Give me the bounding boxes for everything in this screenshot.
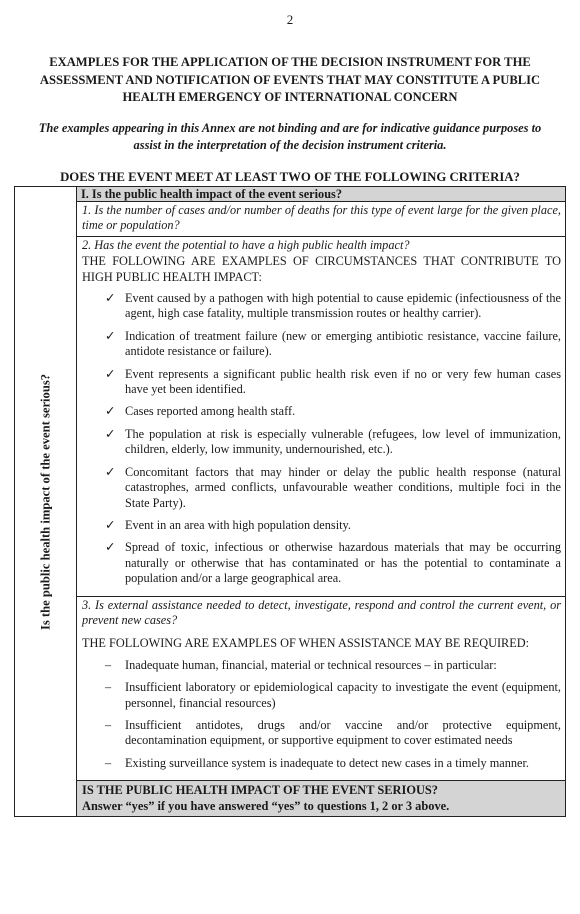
- list-item: [82, 427, 561, 458]
- list-item-text: Event represents a significant public health risk even if no or very few human cases have yet been identified.: [125, 366, 561, 397]
- list-item: [82, 658, 561, 673]
- list-item-text: Existing surveillance system is inadequate to detect new cases in a timely manner.: [125, 755, 529, 770]
- question-2: 2. Has the event the potential to have a high public health impact?: [82, 237, 410, 252]
- list-item: [82, 329, 561, 360]
- question-1-cell: [77, 202, 566, 237]
- question-3-cell: [77, 596, 566, 781]
- dash-bullet-icon: –: [105, 680, 112, 695]
- list-item: [82, 291, 561, 322]
- page-number: 2: [286, 12, 294, 27]
- list-item-text: Event in an area with high population density.: [125, 517, 351, 532]
- list-item: [82, 518, 561, 533]
- dash-bullet-icon: –: [105, 755, 112, 770]
- list-item: [82, 540, 561, 586]
- side-column: [15, 187, 77, 817]
- list-item-text: Inadequate human, financial, material or technical resources – in particular:: [125, 657, 497, 672]
- list-item-text: The population at risk is especially vulnerable (refugees, low level of immunization, children, elderly, low immunity, undernourished, etc.).: [125, 426, 561, 457]
- list-item-text: Insufficient laboratory or epidemiological capacity to investigate the event (equipment, personnel, financial resources): [125, 680, 561, 710]
- dash-bullet-icon: –: [105, 657, 112, 672]
- criteria-question: DOES THE EVENT MEET AT LEAST TWO OF THE FOLLOWING CRITERIA?: [60, 170, 520, 184]
- footer-instruction: Answer “yes” if you have answered “yes” to questions 1, 2 or 3 above.: [82, 799, 450, 814]
- question-2-cell: [77, 236, 566, 596]
- checkmark-icon: ✓: [105, 464, 116, 479]
- list-item-text: Cases reported among health staff.: [125, 404, 296, 419]
- criteria-table: [14, 186, 566, 817]
- checkmark-icon: ✓: [105, 517, 116, 532]
- list-item-text: Indication of treatment failure (new or emerging antibiotic resistance, vaccine failure, antidote resistance or failure).: [125, 328, 561, 359]
- footer-question: IS THE PUBLIC HEALTH IMPACT OF THE EVENT SERIOUS?: [82, 783, 438, 798]
- assistance-examples-list: [82, 658, 561, 771]
- list-item-text: Concomitant factors that may hinder or delay the public health response (natural catastrophes, armed conflicts, unfavourable weather conditions, multiple foci in the State Party).: [125, 464, 561, 510]
- checkmark-icon: ✓: [105, 291, 116, 306]
- list-item: [82, 465, 561, 511]
- list-item-text: Event caused by a pathogen with high potential to cause epidemic (infectiousness of the agent, high case fatality, multiple transmission routes or healthy carrier).: [125, 291, 561, 321]
- list-item: [82, 718, 561, 749]
- document-title: EXAMPLES FOR THE APPLICATION OF THE DECISION INSTRUMENT FOR THE ASSESSMENT AND NOTIFICATION OF EVENTS THAT MAY CONSTITUTE A PUBLIC HEALTH EMERGENCY OF INTERNATIONAL CONCERN: [39, 55, 541, 104]
- question-1: 1. Is the number of cases and/or number of deaths for this type of event large for the given place, time or population?: [82, 203, 561, 233]
- question-3-intro: THE FOLLOWING ARE EXAMPLES OF WHEN ASSISTANCE MAY BE REQUIRED:: [82, 636, 530, 651]
- list-item-text: Spread of toxic, infectious or otherwise hazardous materials that may be occurring naturally or otherwise that has contaminated or has the potential to contaminate a population and/or a large geographical area.: [125, 540, 561, 586]
- section-footer: [77, 781, 566, 817]
- checkmark-icon: ✓: [105, 366, 116, 381]
- checkmark-icon: ✓: [105, 404, 116, 419]
- checkmark-icon: ✓: [105, 540, 116, 555]
- list-item-text: Insufficient antidotes, drugs and/or vaccine and/or protective equipment, decontamination equipment, or supportive equipment to cover estimated needs: [125, 717, 561, 748]
- question-3: 3. Is external assistance needed to detect, investigate, respond and control the current event, or prevent new cases?: [82, 597, 561, 627]
- dash-bullet-icon: –: [105, 717, 112, 732]
- list-item: [82, 756, 561, 771]
- checkmark-icon: ✓: [105, 328, 116, 343]
- checkmark-icon: ✓: [105, 426, 116, 441]
- list-item: [82, 680, 561, 711]
- side-label: Is the public health impact of the event serious?: [37, 373, 52, 630]
- annex-intro: The examples appearing in this Annex are not binding and are for indicative guidance purposes to assist in the interpretation of the decision instrument criteria.: [38, 121, 542, 152]
- list-item: [82, 404, 561, 419]
- section-header: I. Is the public health impact of the event serious?: [77, 187, 566, 202]
- question-2-intro: THE FOLLOWING ARE EXAMPLES OF CIRCUMSTANCES THAT CONTRIBUTE TO HIGH PUBLIC HEALTH IMPACT:: [82, 254, 561, 284]
- impact-examples-list: [82, 291, 561, 587]
- list-item: [82, 367, 561, 398]
